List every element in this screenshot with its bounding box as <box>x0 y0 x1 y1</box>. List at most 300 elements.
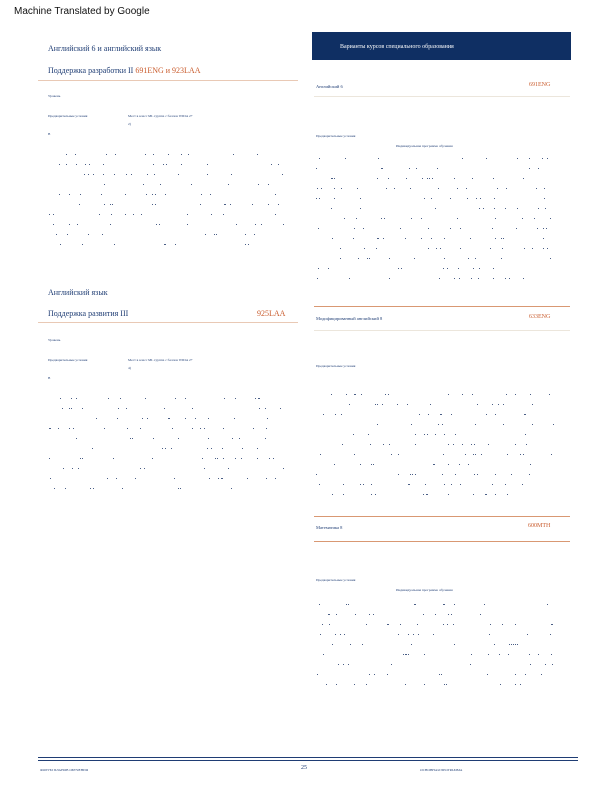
text-glyph <box>92 448 93 449</box>
text-glyph <box>125 214 126 215</box>
text-glyph <box>473 268 474 269</box>
text-glyph <box>424 434 425 435</box>
text-glyph <box>231 174 232 175</box>
text-glyph <box>438 424 439 425</box>
text-glyph <box>259 398 260 399</box>
text-glyph <box>66 164 67 165</box>
text-glyph <box>477 474 478 475</box>
text-glyph <box>242 448 243 449</box>
text-glyph <box>208 418 209 419</box>
text-glyph <box>453 624 454 625</box>
text-glyph <box>99 214 100 215</box>
course-extra: Индивидуальная программа обучения <box>396 144 453 148</box>
text-glyph <box>507 494 508 495</box>
text-glyph <box>235 398 236 399</box>
text-glyph <box>187 224 188 225</box>
text-glyph <box>82 408 83 409</box>
text-glyph <box>503 404 504 405</box>
text-glyph <box>386 188 387 189</box>
text-glyph <box>343 484 344 485</box>
text-glyph <box>543 248 544 249</box>
text-glyph <box>146 194 147 195</box>
text-glyph <box>360 208 361 209</box>
section2-meta <box>48 338 288 394</box>
text-glyph <box>280 408 281 409</box>
text-glyph <box>498 404 499 405</box>
text-glyph <box>79 204 80 205</box>
text-glyph <box>492 404 493 405</box>
text-glyph <box>451 414 452 415</box>
text-glyph <box>549 394 550 395</box>
text-glyph <box>501 238 502 239</box>
text-glyph <box>532 424 533 425</box>
text-glyph <box>69 194 70 195</box>
text-glyph <box>508 654 509 655</box>
course-divider-3 <box>314 516 570 517</box>
text-glyph <box>112 204 113 205</box>
text-glyph <box>538 168 539 169</box>
text-glyph <box>69 408 70 409</box>
text-glyph <box>82 244 83 245</box>
text-glyph <box>409 168 410 169</box>
text-glyph <box>459 278 460 279</box>
text-glyph <box>340 248 341 249</box>
text-glyph <box>369 258 370 259</box>
text-glyph <box>348 604 349 605</box>
text-glyph <box>421 218 422 219</box>
course-2-body-text <box>316 394 556 498</box>
text-glyph <box>411 424 412 425</box>
text-glyph <box>475 454 476 455</box>
footer-rule-bottom <box>38 760 578 761</box>
text-glyph <box>459 464 460 465</box>
text-glyph <box>471 654 472 655</box>
text-glyph <box>343 664 344 665</box>
text-glyph <box>58 428 59 429</box>
text-glyph <box>473 454 474 455</box>
text-glyph <box>486 158 487 159</box>
text-glyph <box>378 238 379 239</box>
text-glyph <box>509 278 510 279</box>
section2-rule <box>38 322 298 323</box>
text-glyph <box>145 398 146 399</box>
text-glyph <box>168 154 169 155</box>
text-glyph <box>368 434 369 435</box>
text-glyph <box>465 454 466 455</box>
text-glyph <box>439 674 440 675</box>
text-glyph <box>228 468 229 469</box>
text-glyph <box>49 214 50 215</box>
text-glyph <box>495 414 496 415</box>
text-glyph <box>529 168 530 169</box>
text-glyph <box>494 644 495 645</box>
text-glyph <box>84 174 85 175</box>
meta-prereq-text: Мест в класс ML группа с баллов WIDA 2+ <box>128 114 193 118</box>
text-glyph <box>530 664 531 665</box>
text-glyph <box>275 194 276 195</box>
text-glyph <box>494 208 495 209</box>
text-glyph <box>174 478 175 479</box>
text-glyph <box>488 654 489 655</box>
text-glyph <box>336 684 337 685</box>
text-glyph <box>329 614 330 615</box>
page-number: 25 <box>301 765 307 771</box>
text-glyph <box>145 154 146 155</box>
text-glyph <box>431 238 432 239</box>
text-glyph <box>478 278 479 279</box>
text-glyph <box>391 664 392 665</box>
course-1-body-text <box>316 158 556 288</box>
text-glyph <box>258 184 259 185</box>
text-glyph <box>152 204 153 205</box>
text-glyph <box>523 178 524 179</box>
text-glyph <box>75 154 76 155</box>
text-glyph <box>532 248 533 249</box>
text-glyph <box>236 224 237 225</box>
text-glyph <box>408 654 409 655</box>
special-education-banner <box>312 32 571 60</box>
text-glyph <box>234 418 235 419</box>
text-glyph <box>353 434 354 435</box>
text-glyph <box>457 218 458 219</box>
text-glyph <box>233 154 234 155</box>
text-glyph <box>552 664 553 665</box>
course-code: 600MTH <box>528 523 551 529</box>
text-glyph <box>484 604 485 605</box>
text-glyph <box>486 414 487 415</box>
text-glyph <box>71 408 72 409</box>
text-glyph <box>547 248 548 249</box>
text-glyph <box>444 258 445 259</box>
text-glyph <box>332 178 333 179</box>
text-glyph <box>551 654 552 655</box>
text-glyph <box>408 634 409 635</box>
text-glyph <box>283 468 284 469</box>
text-glyph <box>241 458 242 459</box>
text-glyph <box>50 428 51 429</box>
text-glyph <box>319 198 320 199</box>
text-glyph <box>265 408 266 409</box>
text-glyph <box>524 248 525 249</box>
text-glyph <box>321 188 322 189</box>
text-glyph <box>550 218 551 219</box>
meta-prereq-label: Предварительные условия <box>48 358 88 362</box>
text-glyph <box>442 424 443 425</box>
text-glyph <box>462 158 463 159</box>
text-glyph <box>318 268 319 269</box>
text-glyph <box>370 444 371 445</box>
text-glyph <box>192 408 193 409</box>
text-glyph <box>153 154 154 155</box>
text-glyph <box>552 624 553 625</box>
text-glyph <box>454 644 455 645</box>
text-glyph <box>207 174 208 175</box>
text-glyph <box>544 198 545 199</box>
text-glyph <box>204 468 205 469</box>
text-glyph <box>424 654 425 655</box>
text-glyph <box>114 174 115 175</box>
text-glyph <box>430 404 431 405</box>
text-glyph <box>388 624 389 625</box>
text-glyph <box>93 488 94 489</box>
text-glyph <box>388 394 389 395</box>
text-glyph <box>223 458 224 459</box>
text-glyph <box>425 484 426 485</box>
text-glyph <box>492 484 493 485</box>
text-glyph <box>424 198 425 199</box>
text-glyph <box>410 474 411 475</box>
text-glyph <box>411 218 412 219</box>
text-glyph <box>331 178 332 179</box>
text-glyph <box>363 484 364 485</box>
text-glyph <box>143 184 144 185</box>
text-glyph <box>141 214 142 215</box>
text-glyph <box>349 404 350 405</box>
text-glyph <box>107 478 108 479</box>
text-glyph <box>257 458 258 459</box>
text-glyph <box>316 474 317 475</box>
text-glyph <box>344 634 345 635</box>
text-glyph <box>357 188 358 189</box>
text-glyph <box>415 604 416 605</box>
text-glyph <box>436 248 437 249</box>
text-glyph <box>335 634 336 635</box>
text-glyph <box>54 488 55 489</box>
text-glyph <box>349 278 350 279</box>
meta-prereq-text: Мест в класс ML группа с баллов WIDA 2+ <box>128 358 193 362</box>
text-glyph <box>503 424 504 425</box>
text-glyph <box>432 178 433 179</box>
text-glyph <box>455 474 456 475</box>
text-glyph <box>515 684 516 685</box>
text-glyph <box>326 684 327 685</box>
text-glyph <box>376 248 377 249</box>
text-glyph <box>511 644 512 645</box>
meta-row4-label: В <box>48 132 51 136</box>
text-glyph <box>90 488 91 489</box>
text-glyph <box>475 424 476 425</box>
text-glyph <box>320 634 321 635</box>
text-glyph <box>400 624 401 625</box>
text-glyph <box>444 238 445 239</box>
text-glyph <box>494 198 495 199</box>
text-glyph <box>215 458 216 459</box>
text-glyph <box>471 444 472 445</box>
text-glyph <box>444 684 445 685</box>
course-prereq-label: Предварительные условия <box>316 578 356 582</box>
text-glyph <box>85 164 86 165</box>
text-glyph <box>273 458 274 459</box>
text-glyph <box>444 434 445 435</box>
text-glyph <box>180 488 181 489</box>
text-glyph <box>329 624 330 625</box>
course-code: 691ENG <box>529 82 551 88</box>
text-glyph <box>328 268 329 269</box>
text-glyph <box>507 454 508 455</box>
section2-body-text <box>48 398 288 498</box>
text-glyph <box>178 174 179 175</box>
text-glyph <box>407 404 408 405</box>
text-glyph <box>165 194 166 195</box>
text-glyph <box>334 188 335 189</box>
text-glyph <box>403 654 404 655</box>
text-glyph <box>443 454 444 455</box>
text-glyph <box>360 484 361 485</box>
text-glyph <box>550 258 551 259</box>
text-glyph <box>160 184 161 185</box>
text-glyph <box>340 634 341 635</box>
section1-rule <box>38 80 298 81</box>
text-glyph <box>525 414 526 415</box>
text-glyph <box>439 278 440 279</box>
text-glyph <box>480 198 481 199</box>
text-glyph <box>210 194 211 195</box>
text-glyph <box>156 224 157 225</box>
text-glyph <box>355 614 356 615</box>
text-glyph <box>366 624 367 625</box>
meta-prereq-label: Предварительные условия <box>48 114 88 118</box>
text-glyph <box>480 614 481 615</box>
text-glyph <box>405 684 406 685</box>
text-glyph <box>247 478 248 479</box>
text-glyph <box>362 644 363 645</box>
section1-meta <box>48 94 288 150</box>
text-glyph <box>398 474 399 475</box>
text-glyph <box>266 478 267 479</box>
text-glyph <box>377 404 378 405</box>
text-glyph <box>342 444 343 445</box>
text-glyph <box>66 154 67 155</box>
text-glyph <box>164 408 165 409</box>
text-glyph <box>444 484 445 485</box>
text-glyph <box>517 158 518 159</box>
text-glyph <box>369 674 370 675</box>
text-glyph <box>538 208 539 209</box>
text-glyph <box>154 174 155 175</box>
machine-translated-banner: Machine Translated by Google <box>14 6 150 17</box>
text-glyph <box>354 454 355 455</box>
text-glyph <box>230 204 231 205</box>
text-glyph <box>341 188 342 189</box>
text-glyph <box>397 404 398 405</box>
text-glyph <box>441 414 442 415</box>
text-glyph <box>428 228 429 229</box>
text-glyph <box>545 208 546 209</box>
text-glyph <box>415 474 416 475</box>
text-glyph <box>345 158 346 159</box>
text-glyph <box>248 244 249 245</box>
text-glyph <box>187 214 188 215</box>
text-glyph <box>332 644 333 645</box>
text-glyph <box>115 154 116 155</box>
text-glyph <box>147 174 148 175</box>
course-meta-3 <box>316 552 556 592</box>
text-glyph <box>553 424 554 425</box>
text-glyph <box>526 444 527 445</box>
text-glyph <box>495 494 496 495</box>
text-glyph <box>69 224 70 225</box>
text-glyph <box>72 468 73 469</box>
text-glyph <box>375 494 376 495</box>
text-glyph <box>435 208 436 209</box>
text-glyph <box>467 198 468 199</box>
text-glyph <box>406 178 407 179</box>
text-glyph <box>354 228 355 229</box>
text-glyph <box>502 624 503 625</box>
text-glyph <box>110 204 111 205</box>
course-code: 633ENG <box>529 314 551 320</box>
text-glyph <box>446 684 447 685</box>
text-glyph <box>60 244 61 245</box>
text-glyph <box>438 188 439 189</box>
text-glyph <box>275 214 276 215</box>
text-glyph <box>495 218 496 219</box>
text-glyph <box>414 604 415 605</box>
text-glyph <box>131 174 132 175</box>
footer-right: ОСНОВНАЯ ПРОГРАММА <box>420 768 463 772</box>
text-glyph <box>346 394 347 395</box>
text-glyph <box>335 414 336 415</box>
text-glyph <box>427 178 428 179</box>
text-glyph <box>343 494 344 495</box>
text-glyph <box>338 664 339 665</box>
text-glyph <box>191 184 192 185</box>
text-glyph <box>208 438 209 439</box>
course-3-body-text <box>316 604 556 694</box>
text-glyph <box>444 604 445 605</box>
text-glyph <box>437 168 438 169</box>
text-glyph <box>369 614 370 615</box>
text-glyph <box>470 664 471 665</box>
text-glyph <box>381 168 382 169</box>
text-glyph <box>529 158 530 159</box>
course-extra: Индивидуальная программа обучения <box>396 588 453 592</box>
text-glyph <box>253 428 254 429</box>
text-glyph <box>378 158 379 159</box>
text-glyph <box>495 474 496 475</box>
text-glyph <box>175 244 176 245</box>
footer-left: ФОРУМ ПЛАНОВ ОБУЧЕНИЯ <box>40 768 89 772</box>
text-glyph <box>515 674 516 675</box>
text-glyph <box>104 184 105 185</box>
text-glyph <box>181 164 182 165</box>
text-glyph <box>336 614 337 615</box>
text-glyph <box>545 664 546 665</box>
text-glyph <box>473 494 474 495</box>
text-glyph <box>443 268 444 269</box>
course-header-2 <box>316 316 571 326</box>
text-glyph <box>181 154 182 155</box>
text-glyph <box>209 478 210 479</box>
text-glyph <box>69 428 70 429</box>
text-glyph <box>391 454 392 455</box>
text-glyph <box>416 168 417 169</box>
text-glyph <box>441 674 442 675</box>
text-glyph <box>231 488 232 489</box>
text-glyph <box>200 204 201 205</box>
text-glyph <box>62 408 63 409</box>
section1-subtitle-prefix: Поддержка разработки II <box>48 66 134 75</box>
text-glyph <box>371 464 372 465</box>
text-glyph <box>344 218 345 219</box>
text-glyph <box>53 224 54 225</box>
text-glyph <box>419 414 420 415</box>
text-glyph <box>490 248 491 249</box>
text-glyph <box>118 408 119 409</box>
text-glyph <box>178 488 179 489</box>
text-glyph <box>472 394 473 395</box>
text-glyph <box>479 268 480 269</box>
